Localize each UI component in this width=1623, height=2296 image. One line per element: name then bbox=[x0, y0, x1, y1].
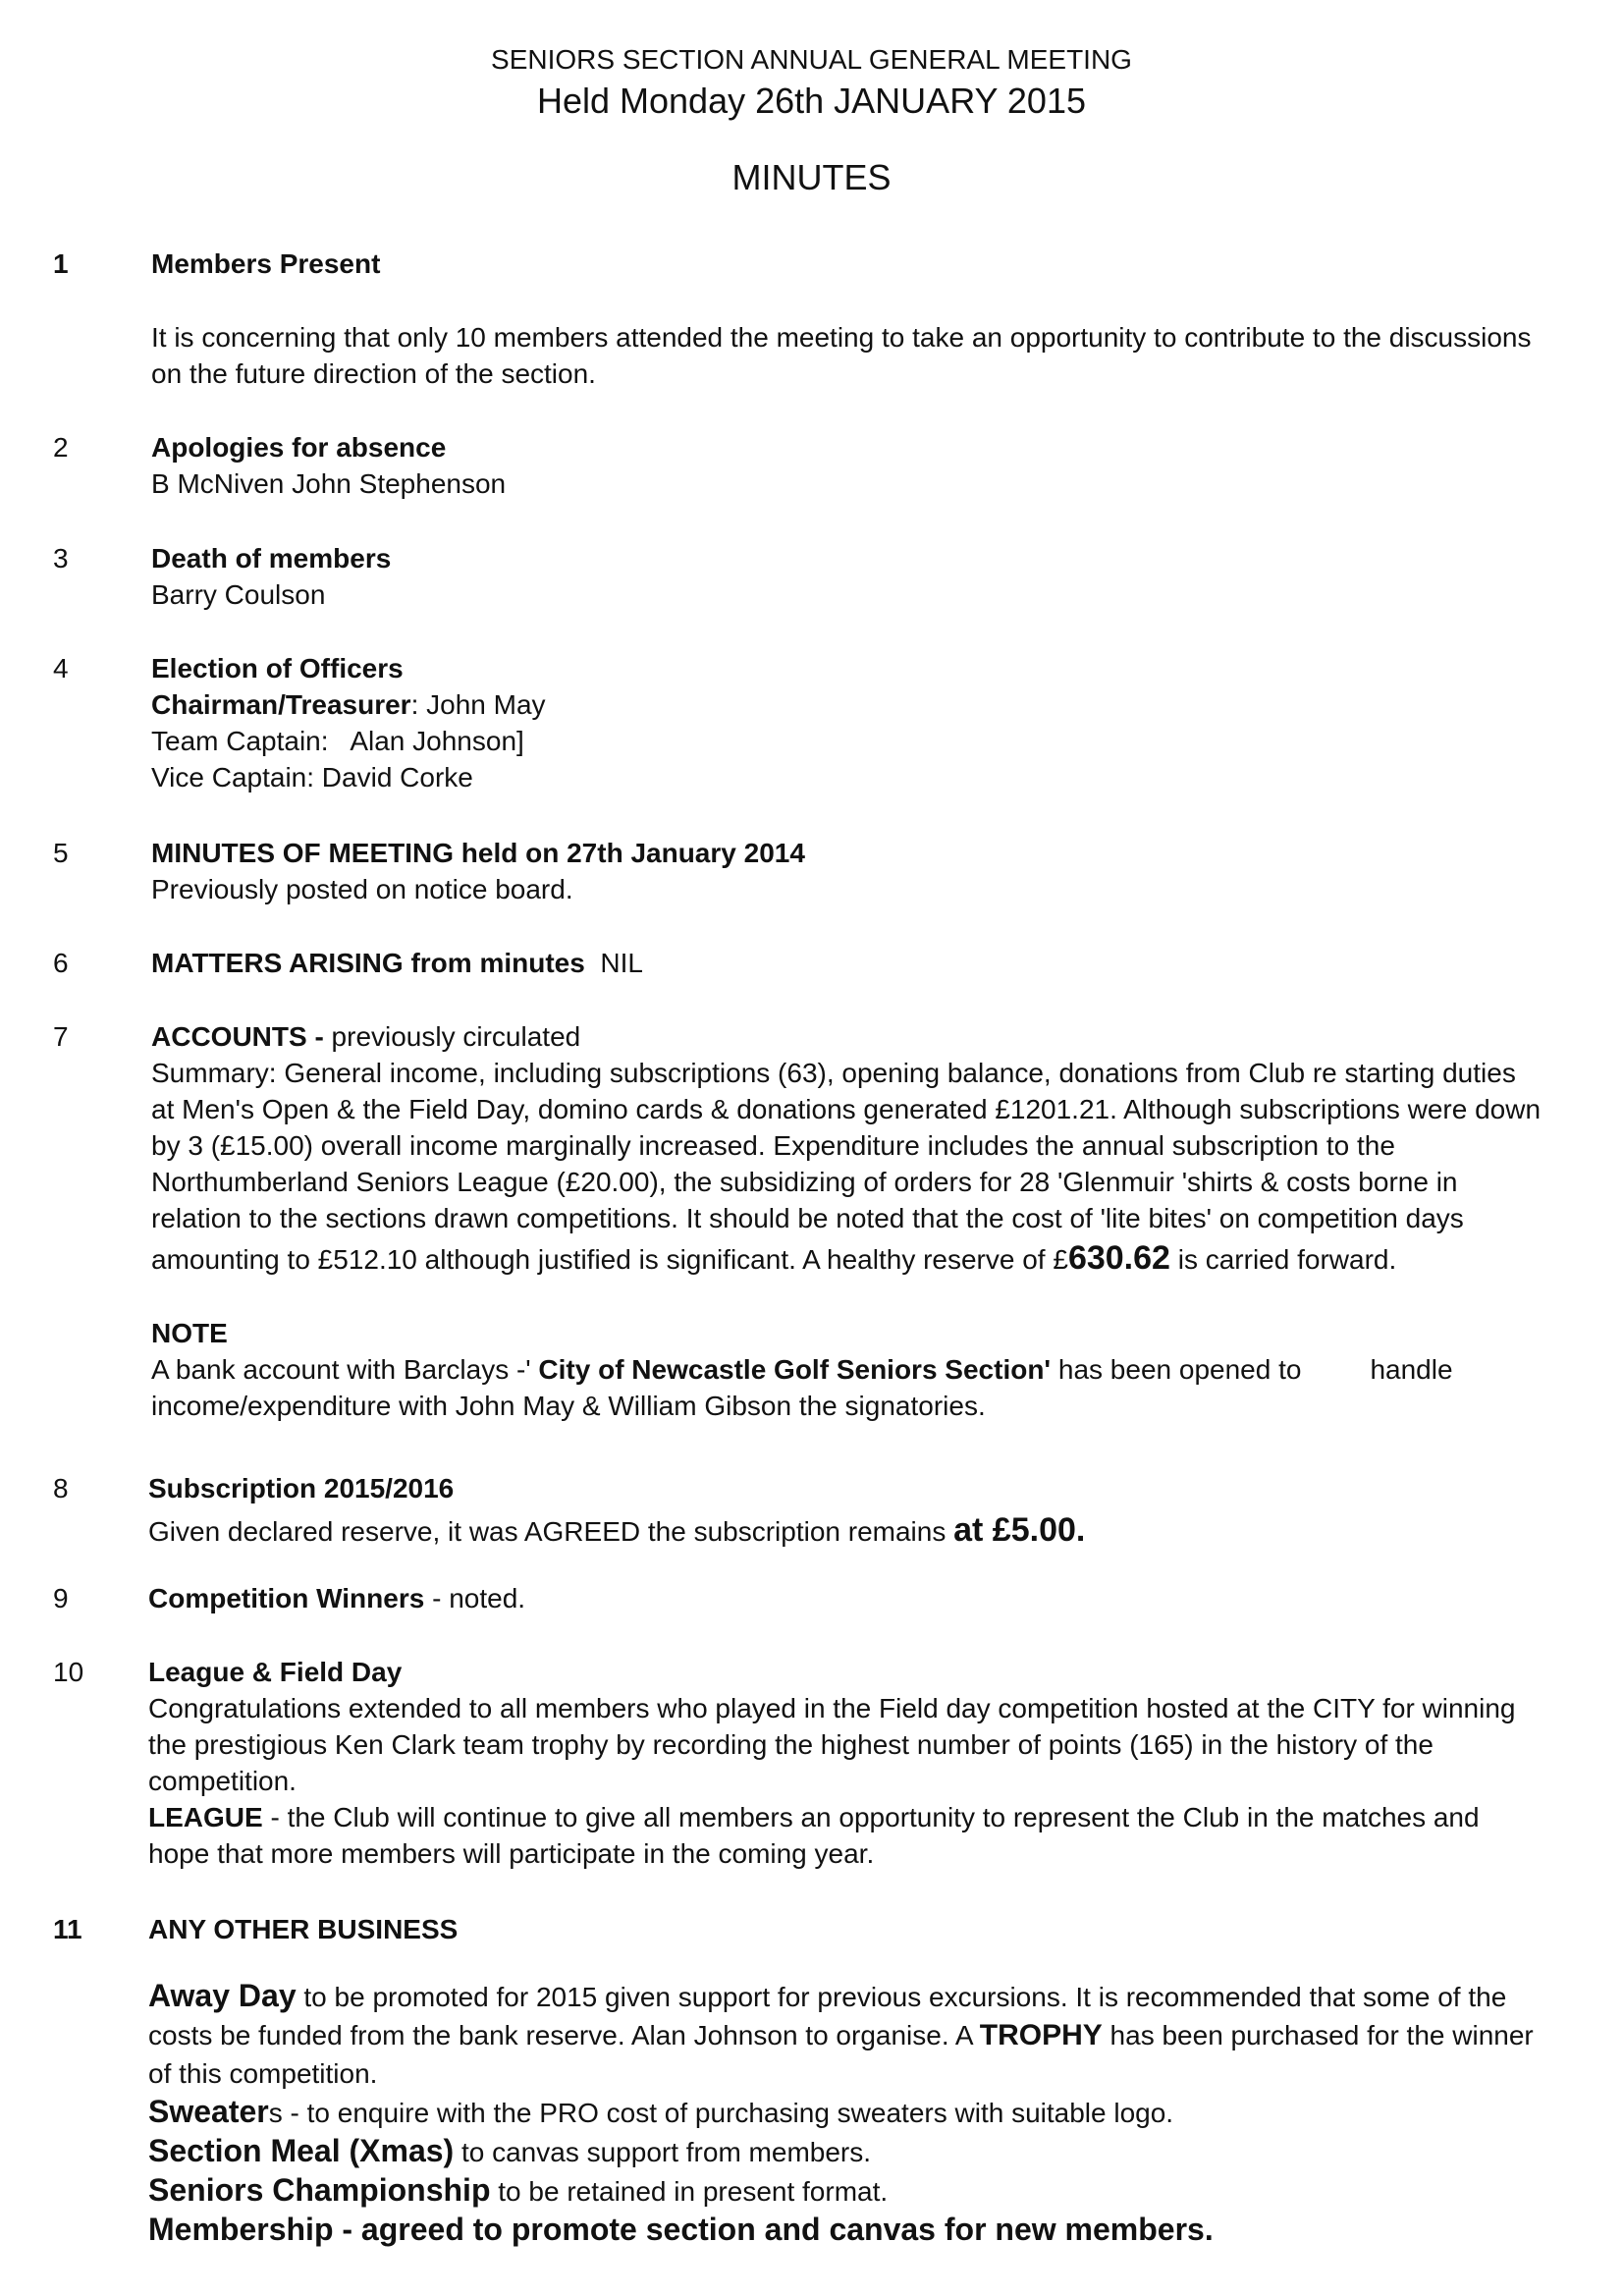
item-number: 3 bbox=[53, 543, 69, 574]
item-number: 11 bbox=[53, 1914, 82, 1944]
item-title: League & Field Day bbox=[148, 1657, 403, 1687]
item-title-suffix: previously circulated bbox=[323, 1021, 581, 1052]
accounts-summary-last: amounting to £512.10 although justified is significant. A healthy reserve of £ bbox=[151, 1244, 1068, 1275]
item-members-present bbox=[151, 246, 1545, 392]
header-date: Held Monday 26th JANUARY 2015 bbox=[536, 81, 1086, 121]
away-day-body: to be promoted for 2015 given support for previous excursions. It is recommended that some of the costs be funded from the bank reserve. Alan Johnson to organise. A bbox=[148, 1982, 1507, 2050]
item-body: Given declared reserve, it was AGREED the subscription remains bbox=[148, 1516, 954, 1547]
note-mid: has been opened to bbox=[1051, 1354, 1302, 1385]
item-league-field-day bbox=[148, 1654, 1542, 1872]
item-title: Apologies for absence bbox=[151, 432, 447, 463]
note-bold: City of Newcastle Golf Seniors Section' bbox=[538, 1354, 1052, 1385]
item-number: 8 bbox=[53, 1473, 69, 1503]
sweaters-body: - to enquire with the PRO cost of purchasing sweaters with suitable logo. bbox=[282, 2098, 1174, 2128]
item-title: MATTERS ARISING from minutes bbox=[151, 948, 585, 978]
item-number: 2 bbox=[53, 432, 69, 463]
item-body: It is concerning that only 10 members attended the meeting to take an opportunity to contribute to the discussions on the future direction of the section. bbox=[151, 322, 1532, 389]
section-meal-body: to canvas support from members. bbox=[454, 2137, 872, 2167]
officer-chair-label: Chairman/Treasurer bbox=[151, 689, 411, 720]
item-competition-winners bbox=[148, 1580, 1542, 1616]
item-body: B McNiven John Stephenson bbox=[151, 468, 507, 499]
accounts-reserve: 630.62 bbox=[1067, 1239, 1170, 1277]
item-title: ACCOUNTS - bbox=[151, 1021, 324, 1052]
item-title: Subscription 2015/2016 bbox=[148, 1473, 455, 1503]
item-title: Election of Officers bbox=[151, 653, 404, 683]
header-title: SENIORS SECTION ANNUAL GENERAL MEETING bbox=[491, 44, 1132, 75]
section-meal-label: Section Meal (Xmas) bbox=[148, 2133, 455, 2168]
accounts-summary-end: is carried forward. bbox=[1169, 1244, 1397, 1275]
officer-team-captain: Team Captain: Alan Johnson] bbox=[151, 726, 524, 756]
item-value: NIL bbox=[600, 948, 643, 978]
item-number: 9 bbox=[53, 1583, 69, 1613]
officer-chair-value: : John May bbox=[410, 689, 546, 720]
item-number: 10 bbox=[53, 1657, 84, 1687]
item-apologies bbox=[151, 429, 1545, 502]
item-body: Barry Coulson bbox=[151, 579, 326, 610]
away-day-end: has been purchased for the winner of this competition. bbox=[148, 2020, 1534, 2089]
item-election-of-officers bbox=[151, 650, 1545, 795]
sweaters-s: s bbox=[268, 2098, 283, 2128]
note-pre: A bank account with Barclays -' bbox=[151, 1354, 539, 1385]
item-number: 5 bbox=[53, 838, 69, 868]
league-label: LEAGUE bbox=[148, 1802, 263, 1832]
membership-line: Membership - agreed to promote section and canvas for new members. bbox=[148, 2212, 1214, 2247]
item-title: Competition Winners bbox=[148, 1583, 425, 1613]
item-number: 6 bbox=[53, 948, 69, 978]
accounts-summary: Summary: General income, including subscriptions (63), opening balance, donations from Club re starting duties at Men's Open & the Field Day, domino cards & donations generated £1201.21. Although subscriptions were down by 3 (£15.00) overall income marginally increased. Expenditure includes the annual subscription to the Northumberland Seniors League (£20.00), the subsidizing of orders for 28 'Glenmuir 'shirts & costs borne in relation to the sections drawn competitions. It should be noted that the cost of 'lite bites' on competition days bbox=[151, 1058, 1542, 1233]
item-body: Previously posted on notice board. bbox=[151, 874, 573, 904]
item-death-of-members bbox=[151, 540, 1545, 613]
item-subscription bbox=[148, 1470, 1542, 1550]
note-line bbox=[151, 1351, 1545, 1388]
item-previous-minutes bbox=[151, 835, 1545, 907]
championship-label: Seniors Championship bbox=[148, 2172, 491, 2208]
note-end: income/expenditure with John May & William Gibson the signatories. bbox=[151, 1391, 986, 1421]
item-title: Death of members bbox=[151, 543, 392, 574]
subscription-amount: at £5.00. bbox=[953, 1511, 1086, 1549]
note-title: NOTE bbox=[151, 1318, 228, 1348]
officer-chair bbox=[151, 686, 1545, 723]
item-body: - noted. bbox=[424, 1583, 526, 1613]
league-body: - the Club will continue to give all members an opportunity to represent the Club in the matches and hope that more members will participate in the coming year. bbox=[148, 1802, 1480, 1869]
item-matters-arising bbox=[151, 945, 1545, 981]
item-any-other-business bbox=[148, 1911, 1542, 2249]
item-accounts bbox=[151, 1018, 1545, 1424]
item-title: MINUTES OF MEETING held on 27th January 2014 bbox=[151, 838, 805, 868]
note-handle: handle bbox=[1370, 1354, 1453, 1385]
item-number: 1 bbox=[53, 248, 69, 279]
item-title: ANY OTHER BUSINESS bbox=[148, 1914, 459, 1944]
item-number: 7 bbox=[53, 1021, 69, 1052]
item-body: Congratulations extended to all members who played in the Field day competition hosted at the CITY for winning the prestigious Ken Clark team trophy by recording the highest number of points (165) in the history of the competition. bbox=[148, 1693, 1516, 1796]
header-minutes: MINUTES bbox=[731, 157, 892, 197]
officer-vice-captain: Vice Captain: David Corke bbox=[151, 762, 473, 793]
championship-body: to be retained in present format. bbox=[490, 2176, 889, 2207]
away-day-label: Away Day bbox=[148, 1978, 297, 2013]
item-title: Members Present bbox=[151, 248, 381, 279]
sweaters-label: Sweater bbox=[148, 2094, 269, 2129]
trophy-label: TROPHY bbox=[979, 2019, 1103, 2051]
item-number: 4 bbox=[53, 653, 69, 683]
